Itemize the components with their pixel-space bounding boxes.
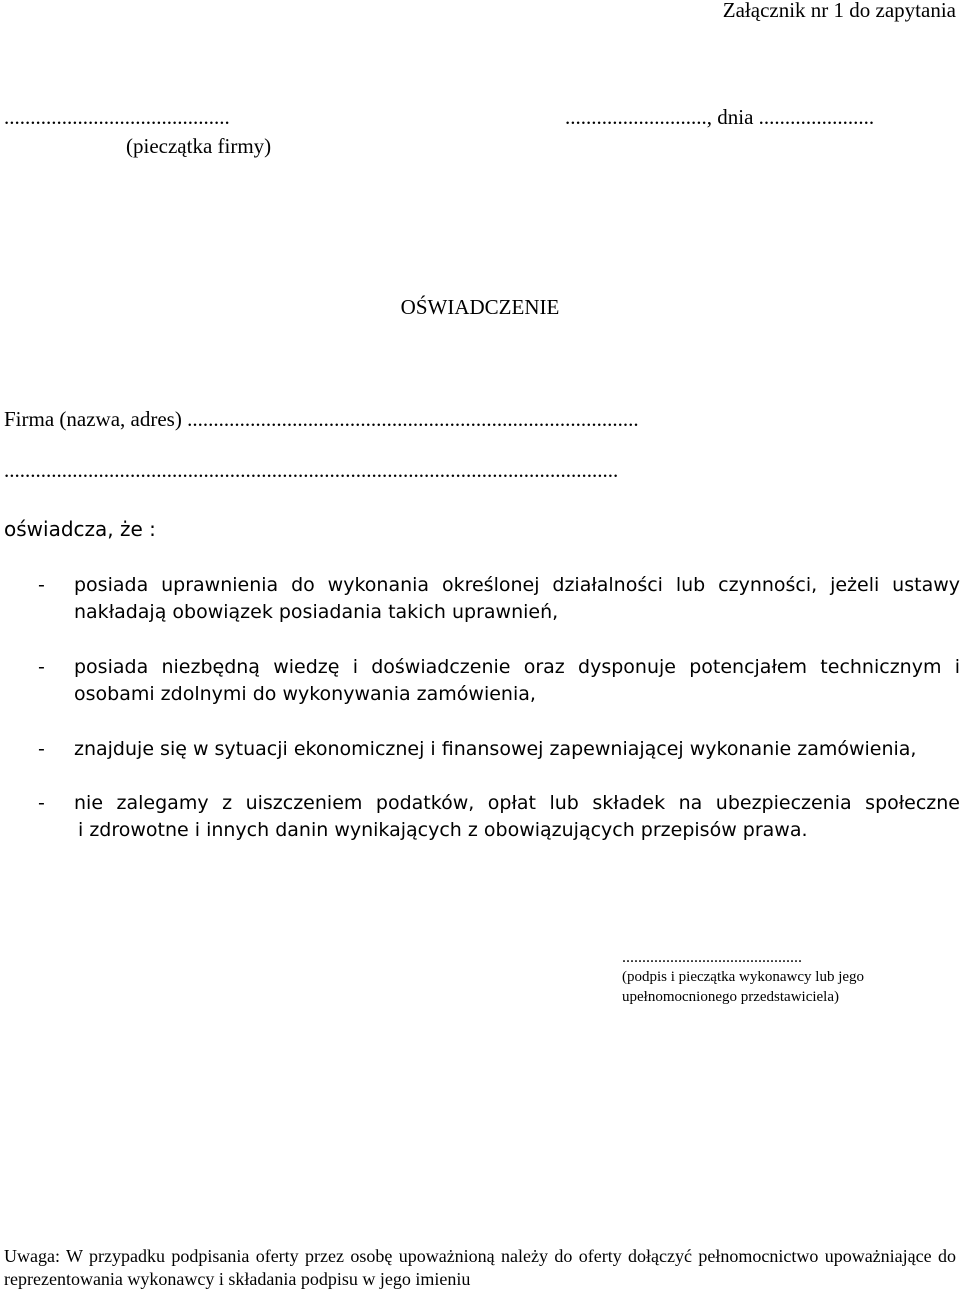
company-stamp-label: (pieczątka firmy) — [126, 134, 272, 158]
list-dash: - — [38, 656, 45, 678]
firm-name-address-continuation: ..................................................................................................................... — [4, 458, 619, 482]
declaration-item-text: posiada niezbędną wiedzę i doświadczenie oraz dysponuje potencjałem technicznym i osobami zdolnymi do wykonywania zamówienia, — [74, 656, 960, 705]
company-stamp-placeholder: ........................................... — [4, 105, 230, 129]
place-date-placeholder: ..........................., dnia ...................... — [565, 105, 875, 129]
document-title: OŚWIADCZENIE — [400, 295, 560, 319]
declaration-item-economic-situation — [38, 736, 960, 763]
declaration-item-text-line2: i zdrowotne i innych danin wynikających z obowiązujących przepisów prawa. — [78, 819, 808, 841]
annex-label: Załącznik nr 1 do zapytania — [722, 0, 956, 22]
list-dash: - — [38, 574, 45, 596]
footer-note: Uwaga: W przypadku podpisania oferty przez osobę upoważnioną należy do oferty dołączyć pełnomocnictwo upoważniające do reprezentowania wykonawcy i składania podpisu w jego imieniu — [4, 1246, 956, 1289]
signature-label: (podpis i pieczątka wykonawcy lub jego upełnomocnionego przedstawiciela) — [622, 969, 865, 1005]
declares-intro: oświadcza, że : — [4, 517, 156, 541]
signature-placeholder: ............................................. — [622, 949, 802, 966]
list-dash: - — [38, 738, 45, 760]
declaration-item-knowledge — [38, 654, 960, 708]
declaration-item-taxes — [38, 790, 960, 844]
list-dash: - — [38, 792, 45, 814]
declaration-item-text: znajduje się w sytuacji ekonomicznej i finansowej zapewniającej wykonanie zamówienia, — [74, 738, 917, 760]
declaration-item-text: posiada uprawnienia do wykonania określonej działalności lub czynności, jeżeli ustawy nakładają obowiązek posiadania takich uprawnień, — [74, 574, 960, 623]
declaration-item-permissions — [38, 572, 960, 626]
declaration-item-text-line1: nie zalegamy z uiszczeniem podatków, opłat lub składek na ubezpieczenia społeczne — [74, 792, 960, 814]
firm-name-address-field: Firma (nazwa, adres) ...................................................................................... — [4, 407, 639, 431]
